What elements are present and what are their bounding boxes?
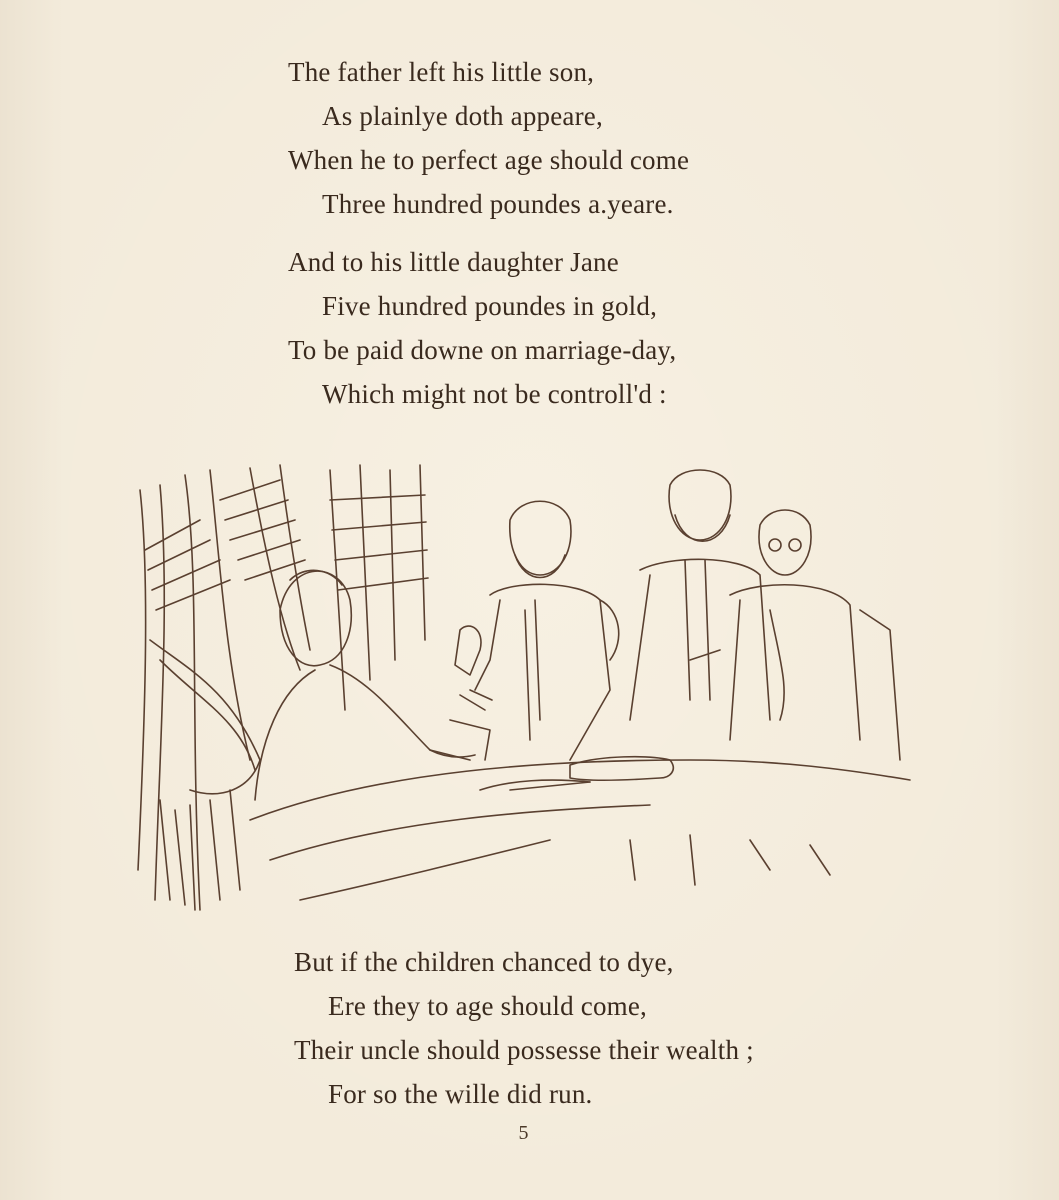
verse-line: Five hundred poundes in gold, bbox=[322, 291, 658, 321]
verse-line: The father left his little son, bbox=[288, 57, 595, 87]
verse-line: But if the children chanced to dye, bbox=[294, 947, 674, 977]
verse-line: Their uncle should possesse their wealth ; bbox=[294, 1035, 754, 1065]
page-number-label: 5 bbox=[518, 1122, 529, 1144]
verse-line: For so the wille did run. bbox=[328, 1079, 593, 1109]
stanza-2 bbox=[288, 240, 676, 416]
verse-line: When he to perfect age should come bbox=[288, 145, 690, 175]
witness-with-spectacles bbox=[730, 510, 900, 760]
bed-covers bbox=[250, 760, 910, 900]
stanza-3 bbox=[294, 940, 754, 1116]
line-art-drawing bbox=[130, 460, 920, 920]
witness-bearded bbox=[630, 470, 770, 720]
bed-curtain bbox=[138, 465, 428, 910]
witness-with-inkpot bbox=[455, 501, 619, 760]
verse-line: To be paid downe on marriage-day, bbox=[288, 335, 677, 365]
deathbed-will-illustration bbox=[130, 460, 920, 920]
verse-line: Which might not be controll'd : bbox=[322, 379, 667, 409]
verse-line: Three hundred poundes a.yeare. bbox=[322, 189, 674, 219]
stanza-1 bbox=[288, 50, 689, 226]
verse-line: And to his little daughter Jane bbox=[288, 247, 619, 277]
page-number bbox=[0, 1122, 1059, 1145]
verse-line: Ere they to age should come, bbox=[328, 991, 648, 1021]
dying-father-figure bbox=[255, 570, 492, 800]
verse-line: As plainlye doth appeare, bbox=[322, 101, 603, 131]
